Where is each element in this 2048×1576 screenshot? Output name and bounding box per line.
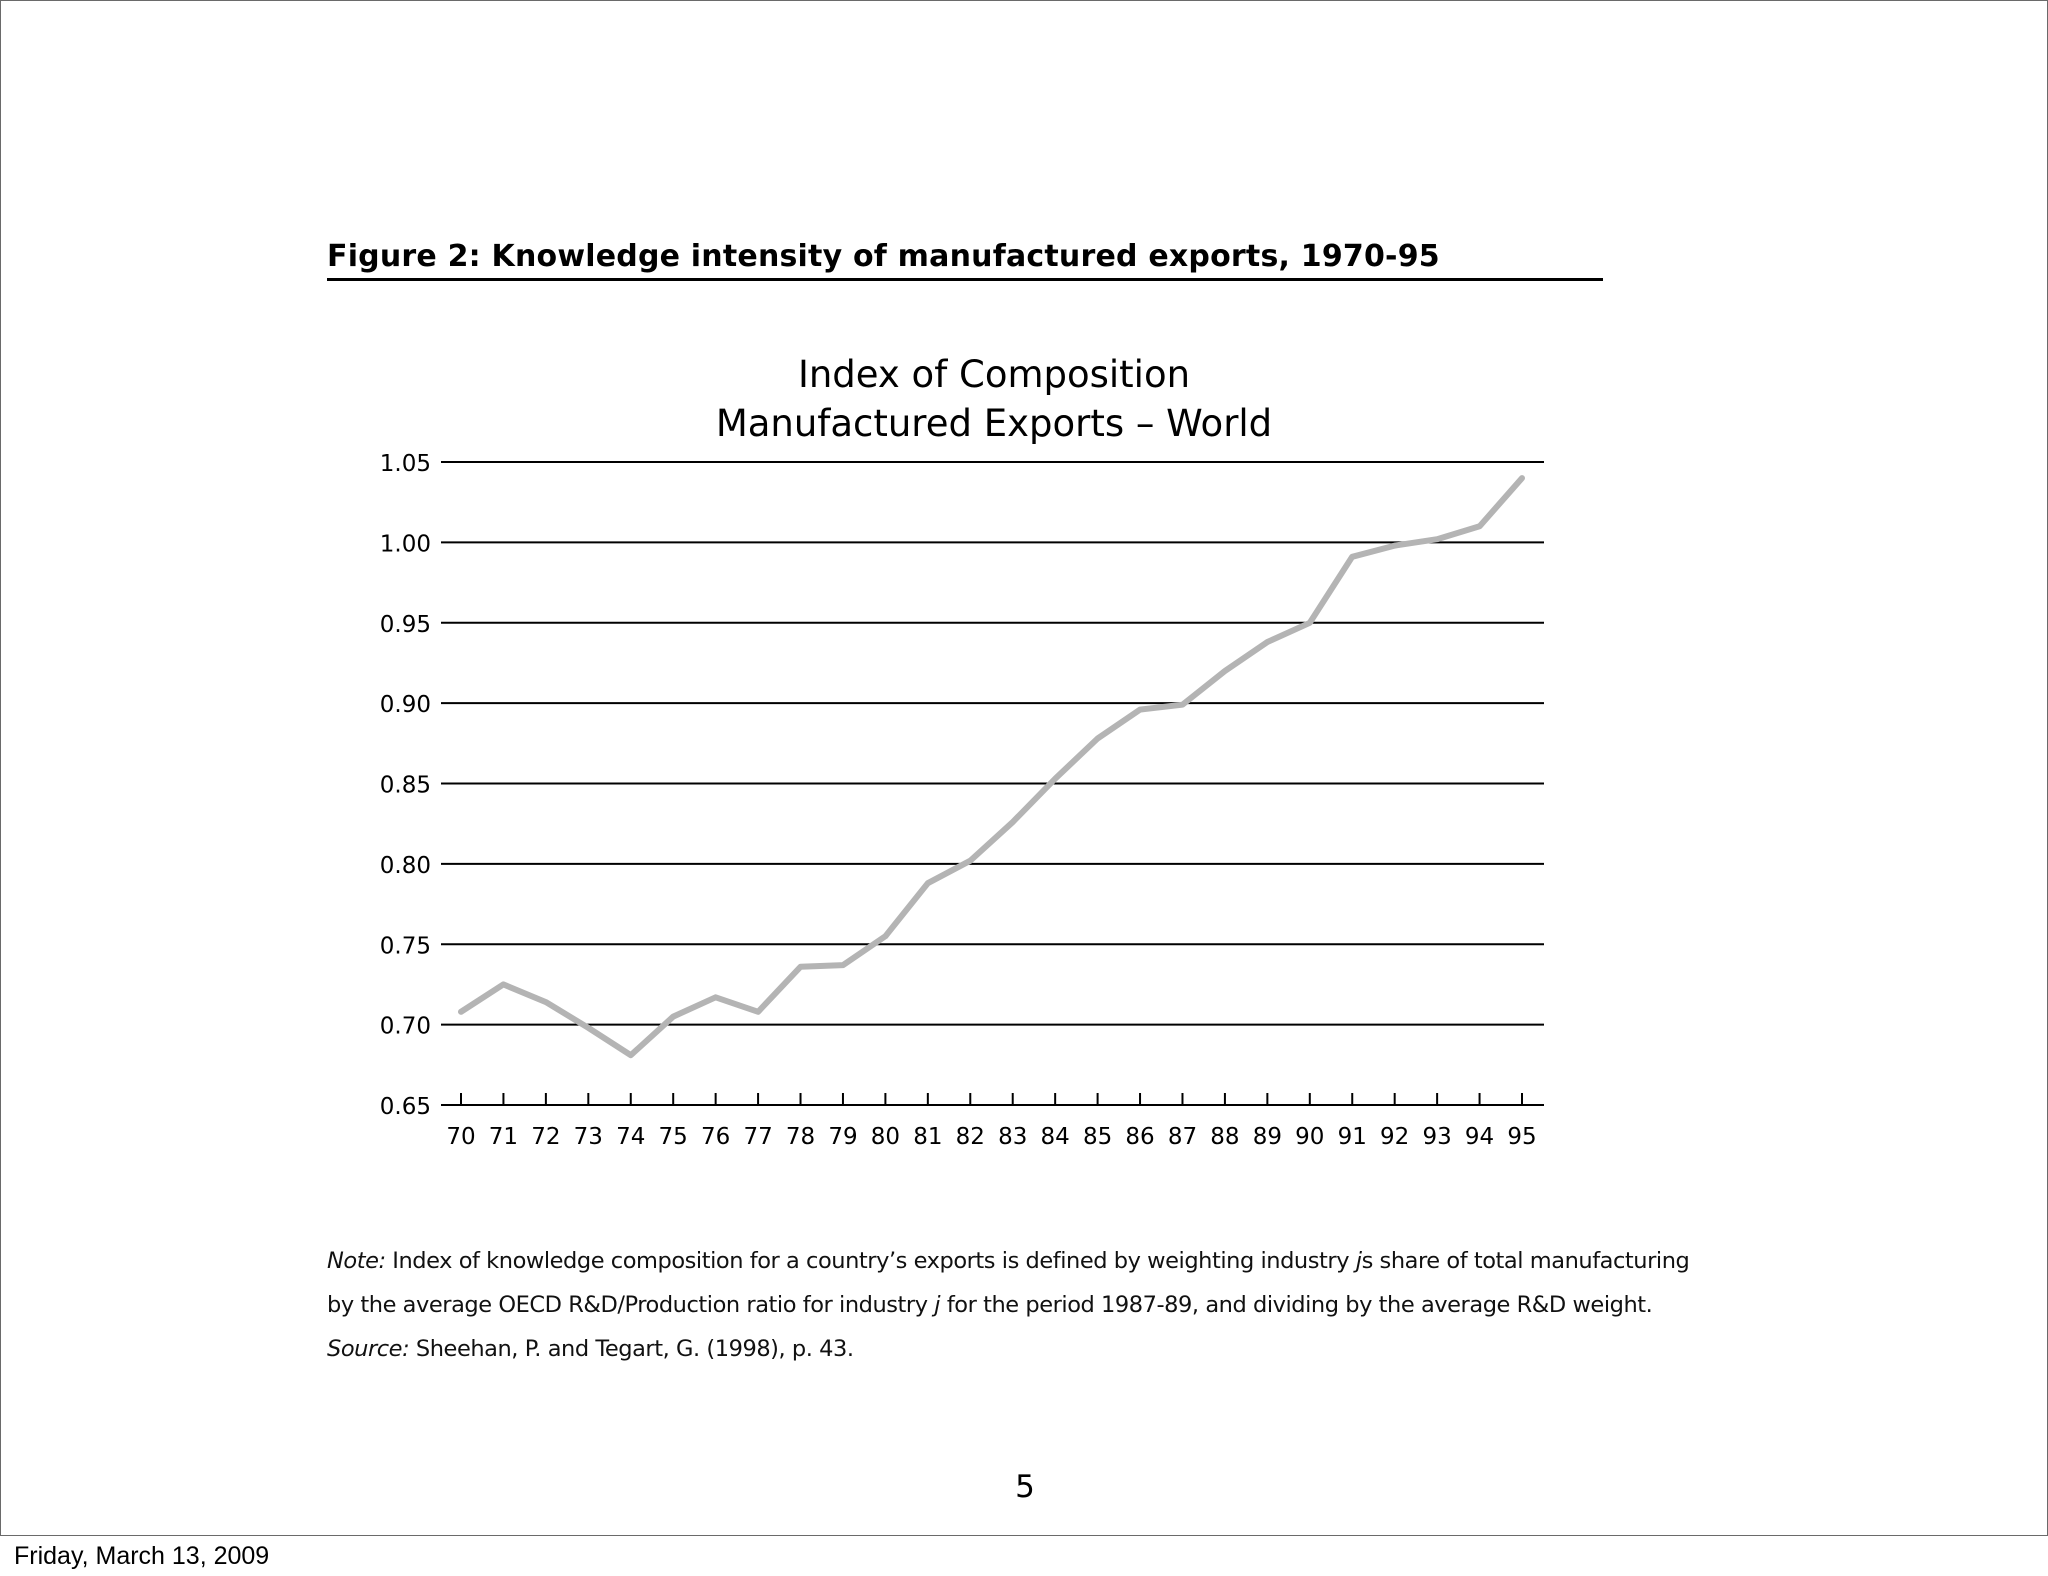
note-text-1b: s share of total manufacturing: [1361, 1248, 1690, 1274]
x-tick-label: 72: [531, 1124, 561, 1150]
x-tick-label: 79: [828, 1124, 858, 1150]
y-tick-label: 0.70: [379, 1013, 431, 1040]
y-tick-label: 0.75: [379, 933, 431, 960]
note-text-2a: by the average OECD R&D/Production ratio for industry: [327, 1292, 928, 1318]
x-tick-label: 71: [488, 1124, 519, 1150]
x-tick-label: 85: [1082, 1124, 1113, 1150]
x-tick-label: 93: [1422, 1124, 1452, 1150]
x-tick-label: 94: [1464, 1124, 1495, 1150]
x-tick-label: 92: [1380, 1124, 1410, 1150]
x-tick-label: 91: [1337, 1124, 1367, 1150]
x-tick-label: 75: [658, 1124, 688, 1150]
page-number: 5: [1015, 1469, 1035, 1505]
note-text-2b: for the period 1987-89, and dividing by the average R&D weight.: [946, 1292, 1653, 1318]
x-tick-label: 74: [616, 1124, 646, 1150]
y-tick-label: 0.90: [379, 692, 431, 719]
x-tick-label: 78: [785, 1124, 816, 1150]
y-tick-label: 0.85: [379, 772, 431, 799]
x-tick-label: 73: [573, 1124, 603, 1150]
note-line-2: [327, 1283, 1653, 1327]
source-text: Sheehan, P. and Tegart, G. (1998), p. 43.: [415, 1336, 854, 1362]
x-tick-label: 81: [913, 1124, 943, 1150]
x-tick-label: 76: [700, 1124, 731, 1150]
chart-notes: [327, 1239, 1690, 1371]
y-tick-label: 1.05: [379, 451, 431, 477]
series-line: [461, 478, 1522, 1055]
x-tick-label: 86: [1125, 1124, 1155, 1150]
chart-subtitle: Manufactured Exports – World: [715, 402, 1273, 445]
y-tick-label: 0.65: [379, 1094, 431, 1120]
x-tick-label: 80: [870, 1124, 901, 1150]
x-tick-label: 77: [743, 1124, 773, 1150]
note-j-1: j: [1355, 1248, 1362, 1274]
y-tick-label: 0.80: [379, 852, 431, 879]
note-text-1a: Index of knowledge composition for a country’s exports is defined by weighting industry: [392, 1248, 1350, 1274]
y-tick-label: 1.00: [379, 531, 431, 558]
note-line-1: [327, 1239, 1690, 1283]
x-tick-label: 88: [1210, 1124, 1240, 1150]
y-tick-label: 0.95: [379, 611, 431, 638]
x-tick-label: 83: [998, 1124, 1028, 1150]
footer-date: Friday, March 13, 2009: [14, 1542, 270, 1570]
x-tick-label: 84: [1040, 1124, 1070, 1150]
note-j-2: j: [934, 1292, 941, 1318]
x-tick-label: 70: [446, 1124, 476, 1150]
x-tick-label: 90: [1295, 1124, 1325, 1150]
chart-title: Index of Composition: [797, 353, 1191, 396]
figure-title: Figure 2: Knowledge intensity of manufactured exports, 1970-95: [327, 239, 1440, 274]
source-line: [327, 1327, 1617, 1371]
x-tick-label: 95: [1507, 1124, 1537, 1150]
x-tick-label: 87: [1167, 1124, 1198, 1150]
note-label: Note:: [327, 1248, 386, 1274]
source-label: Source:: [327, 1336, 410, 1362]
x-tick-label: 89: [1252, 1124, 1283, 1150]
x-tick-label: 82: [955, 1124, 985, 1150]
